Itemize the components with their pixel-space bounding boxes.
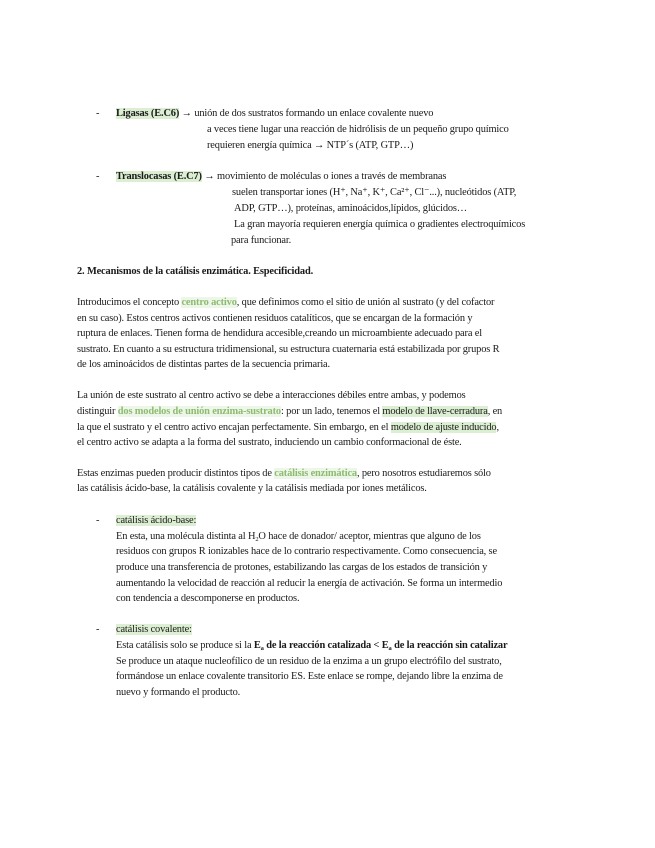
acidobase-line4: aumentando la velocidad de reacción al reducir la energía de activación. Se forma un intermedio bbox=[116, 578, 503, 589]
acidobase-line3: produce una transferencia de protones, estabilizando las cargas de los estados de transición y bbox=[116, 562, 488, 573]
p2-line4: el centro activo se adapta a la forma del sustrato, induciendo un cambio conformacional de éste. bbox=[77, 437, 462, 448]
bullet-dash: - bbox=[96, 171, 100, 182]
bullet-dash: - bbox=[96, 108, 100, 119]
p2-line2: distinguir dos modelos de unión enzima-sustrato: por un lado, tenemos el modelo de llave-cerradura, en bbox=[77, 406, 503, 417]
bullet-dash: - bbox=[96, 624, 100, 635]
section-heading: 2. Mecanismos de la catálisis enzimática. Especificidad. bbox=[77, 266, 314, 277]
ligasas-line bbox=[116, 106, 433, 122]
ligasas-line2: a veces tiene lugar una reacción de hidrólisis de un pequeño grupo químico bbox=[207, 124, 509, 135]
covalente-title: catálisis covalente: bbox=[116, 624, 192, 635]
acidobase-line5: con tendencia a descomponerse en productos. bbox=[116, 593, 300, 604]
p1-line5: de los aminoácidos de distintas partes de la secuencia primaria. bbox=[77, 359, 330, 370]
translocasas-desc: movimiento de moléculas o iones a través de membranas bbox=[217, 171, 447, 182]
p2-line3: la que el sustrato y el centro activo encajan perfectamente. Sin embargo, en el modelo de ajuste inducido, bbox=[77, 422, 499, 433]
bullet-dash: - bbox=[96, 515, 100, 526]
p1-line4: sustrato. En cuanto a su estructura tridimensional, su estructura cuaternaria está estabilizada por grupos R bbox=[77, 344, 500, 355]
translocasas-line2: suelen transportar iones (H⁺, Na⁺, K⁺, Ca²⁺, Cl⁻...), nucleótidos (ATP, bbox=[232, 187, 517, 198]
translocasas-line3: ADP, GTP…), proteínas, aminoácidos,lípidos, glúcidos… bbox=[234, 203, 468, 214]
ligasas-line3: requieren energía química → NTP´s (ATP, GTP…) bbox=[207, 140, 414, 151]
p1-line2: en su caso). Estos centros activos contienen residuos catalíticos, que se encargan de la formación y bbox=[77, 313, 473, 324]
arrow: → bbox=[181, 108, 192, 119]
acidobase-line2: residuos con grupos R ionizables hace de lo contrario respectivamente. Como consecuencia, se bbox=[116, 546, 497, 557]
p3-line1: Estas enzimas pueden producir distintos tipos de catálisis enzimática, pero nosotros estudiaremos sólo bbox=[77, 468, 491, 479]
term-ajuste-inducido: modelo de ajuste inducido bbox=[390, 422, 497, 433]
p3-line2: las catálisis ácido-base, la catálisis covalente y la catálisis mediada por iones metálicos. bbox=[77, 483, 427, 494]
covalente-line2: Se produce un ataque nucleofílico de un residuo de la enzima a un grupo electrófilo del sustrato, bbox=[116, 656, 502, 667]
term-catalisis-enzimatica: catálisis enzimática bbox=[274, 468, 357, 479]
translocasas-line5: para funcionar. bbox=[231, 235, 292, 246]
term-centro-activo: centro activo bbox=[181, 297, 237, 308]
term-llave-cerradura: modelo de llave-cerradura bbox=[382, 406, 488, 417]
ligasas-term: Ligasas (E.C6) bbox=[116, 108, 180, 119]
covalente-line1: Esta catálisis solo se produce si la $E_a$ de la reacción catalizada < $E_a$ de la reacción sin catalizar bbox=[116, 640, 508, 652]
p1-line1: Introducimos el concepto centro activo, que definimos como el sitio de unión al sustrato (y del cofactor bbox=[77, 297, 495, 308]
p2-line1: La unión de este sustrato al centro activo se debe a interacciones débiles entre ambas, y podemos bbox=[77, 390, 466, 401]
translocasas-line bbox=[116, 169, 446, 185]
covalente-line3: formándose un enlace covalente transitorio ES. Este enlace se rompe, dejando libre la enzima de bbox=[116, 671, 503, 682]
translocasas-line4: La gran mayoría requieren energía química o gradientes electroquímicos bbox=[234, 219, 526, 230]
ligasas-desc: unión de dos sustratos formando un enlace covalente nuevo bbox=[194, 108, 434, 119]
covalente-line4: nuevo y formando el producto. bbox=[116, 687, 241, 698]
acidobase-title: catálisis ácido-base: bbox=[116, 515, 197, 526]
arrow: → bbox=[204, 171, 215, 182]
acidobase-line1: En esta, una molécula distinta al $H_2O$ hace de donador/ aceptor, mientras que alguno de los bbox=[116, 531, 481, 543]
translocasas-term: Translocasas (E.C7) bbox=[116, 171, 202, 182]
p1-line3: ruptura de enlaces. Tienen forma de hendidura accesible,creando un microambiente adecuado para el bbox=[77, 328, 482, 339]
term-modelos-union: dos modelos de unión enzima-sustrato bbox=[117, 406, 281, 417]
